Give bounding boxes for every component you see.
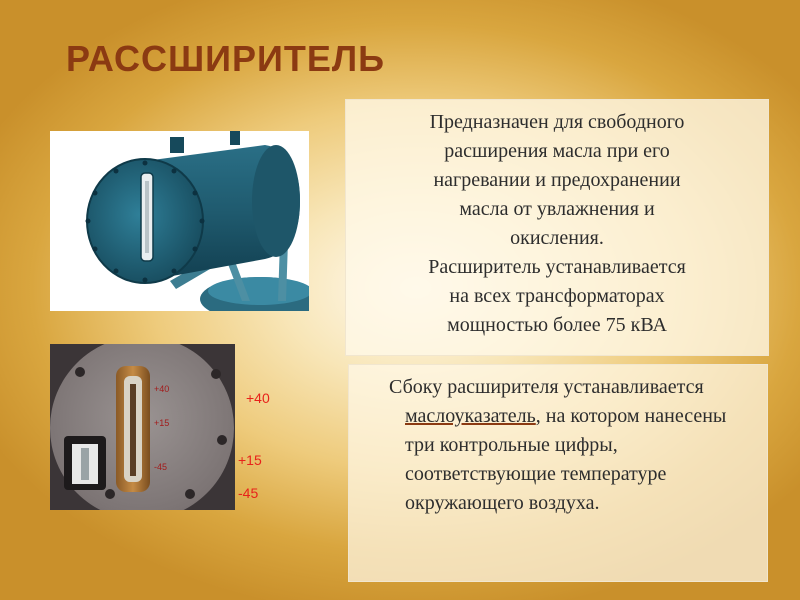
gauge-mark-plus-15: +15	[238, 452, 262, 468]
description-line: масла от увлажнения и	[459, 198, 655, 220]
description-line: на всех трансформаторах	[449, 285, 665, 307]
description-line: окисления.	[510, 227, 604, 249]
description-line: мощностью более 75 кВА	[447, 314, 667, 336]
description-line: Расширитель устанавливается	[428, 256, 686, 278]
svg-text:+40: +40	[154, 384, 170, 394]
description-box	[345, 99, 769, 356]
gauge-mark-minus-45: -45	[238, 485, 259, 501]
oil-gauge-link[interactable]: маслоуказатель	[405, 405, 536, 427]
svg-text:+15: +15	[154, 418, 170, 428]
svg-text:-45: -45	[154, 462, 168, 472]
description-line: нагревании и предохранении	[433, 169, 681, 191]
oil-gauge-note-text	[369, 373, 753, 518]
expansion-tank-photo	[50, 131, 309, 311]
oil-gauge-note-box	[348, 364, 768, 582]
description-line: Предназначен для свободного	[429, 111, 685, 133]
note-suffix: , на котором нанесены три контрольные цифры, соответствующие температуре окружающего воздуха.	[405, 405, 727, 514]
oil-level-gauge-photo	[50, 344, 235, 510]
description-line: расширения масла при его	[444, 140, 670, 162]
slide-title: РАССШИРИТЕЛЬ	[66, 38, 386, 79]
note-prefix: Сбоку расширителя устанавливается	[389, 376, 704, 398]
gauge-mark-plus-40: +40	[246, 390, 270, 406]
